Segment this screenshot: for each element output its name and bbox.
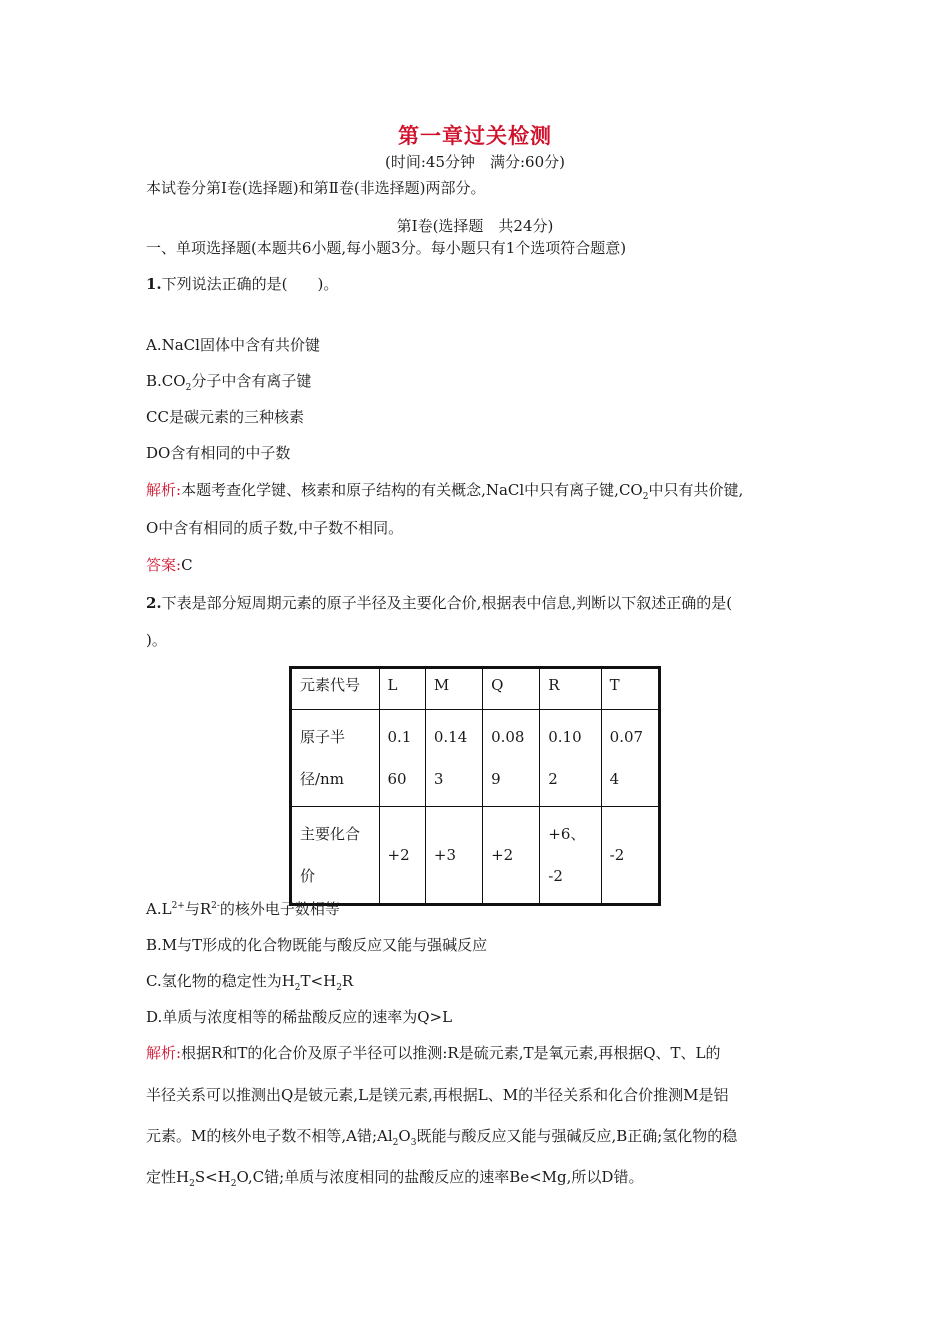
q2-analysis-part: 既能与酸反应又能与强碱反应,B正确;氢化物的稳 (416, 1127, 738, 1145)
q2-analysis-line-2: 半径关系可以推测出Q是铍元素,L是镁元素,再根据L、M的半径关系和化合价推测M是铝 (146, 1086, 729, 1104)
cell-text: 60 (387, 770, 407, 788)
q2-analysis-part: O,C错;单质与浓度相同的盐酸反应的速率Be<Mg,所以D错。 (236, 1168, 644, 1186)
table-header-cell: 元素代号 (291, 668, 380, 710)
q1-answer-value: C (181, 556, 193, 574)
q2-option-a-sup: 2- (211, 901, 220, 911)
cell-text: -2 (548, 867, 563, 885)
cell-text: 9 (491, 770, 501, 788)
q1-answer-label: 答案: (146, 556, 182, 574)
q2-option-a-part: A.L (146, 900, 172, 918)
q2-option-a-part: 的核外电子数相等 (219, 900, 340, 918)
q2-analysis-sub: 2 (230, 1179, 237, 1189)
q2-analysis-part: O (398, 1127, 411, 1145)
section-instruction: 一、单项选择题(本题共6小题,每小题3分。每小题只有1个选项符合题意) (146, 239, 627, 257)
q2-option-c-sub: 2 (294, 983, 301, 993)
q1-option-c: CC是碳元素的三种核素 (146, 408, 304, 426)
table-header-row (291, 668, 660, 710)
question-2-stem-line-2: )。 (146, 631, 167, 649)
cell-text: 0.10 (548, 728, 582, 746)
q1-analysis-text-1a: 本题考查化学键、核素和原子结构的有关概念,NaCl中只有离子键,CO (181, 481, 643, 499)
table-header-cell: Q (483, 668, 540, 710)
q2-analysis-sub: 2 (392, 1138, 399, 1148)
q2-option-a-part: 与R (184, 900, 212, 918)
question-2-text-1: 下表是部分短周期元素的原子半径及主要化合价,根据表中信息,判断以下叙述正确的是( (161, 594, 733, 612)
question-2-number: 2. (146, 594, 162, 612)
q2-analysis-part: 元素。M的核外电子数不相等,A错;Al (146, 1127, 393, 1145)
q2-analysis-part: S<H (194, 1168, 231, 1186)
cell-text: 0.14 (433, 728, 468, 746)
table-cell (540, 710, 601, 807)
element-data-table (289, 666, 661, 906)
q1-option-a: A.NaCl固体中含有共价键 (146, 336, 320, 354)
cell-text: 2 (548, 770, 558, 788)
table-header-cell: T (601, 668, 659, 710)
q1-analysis-line-1 (146, 480, 743, 500)
table-cell (425, 710, 482, 807)
cell-text: 3 (433, 770, 444, 788)
cell-text: 径/nm (300, 770, 344, 788)
question-1-number: 1. (146, 275, 162, 293)
q2-option-d: D.单质与浓度相等的稀盐酸反应的速率为Q>L (146, 1008, 453, 1026)
q1-analysis-label: 解析: (146, 481, 182, 499)
question-1-stem (146, 274, 338, 294)
question-2-stem-line-1 (146, 593, 732, 613)
cell-text: 主要化合 (300, 825, 361, 843)
cell-text: 原子半 (300, 728, 346, 746)
table-cell (483, 710, 540, 807)
table-cell: -2 (601, 807, 659, 905)
cell-text: +6、 (548, 825, 586, 843)
q2-analysis-sub: 2 (189, 1179, 195, 1189)
q2-option-c-part: T<H (300, 972, 337, 990)
q2-analysis-line-3 (146, 1126, 737, 1146)
section-title: 第Ⅰ卷(选择题 共24分) (396, 217, 554, 235)
table-cell (540, 807, 601, 905)
q2-option-c-part: C.氢化物的稳定性为H (146, 972, 295, 990)
table-cell (379, 710, 425, 807)
q2-option-a-sup: 2+ (171, 901, 185, 911)
q1-option-d: DO含有相同的中子数 (146, 444, 291, 462)
table-cell: +2 (483, 807, 540, 905)
q1-analysis-sub: 2 (642, 492, 649, 502)
q2-option-c-sub: 2 (336, 983, 342, 993)
table-header-cell: R (540, 668, 601, 710)
q2-analysis-sub: 3 (410, 1138, 417, 1148)
q2-option-c-part: R (341, 972, 354, 990)
q2-analysis-line-1 (146, 1043, 721, 1063)
q1-option-b-sub: 2 (185, 383, 192, 393)
table-cell: +2 (379, 807, 425, 905)
table-cell (291, 807, 380, 905)
q2-option-a (146, 899, 340, 919)
exam-subtitle: (时间:45分钟 满分:60分) (385, 153, 565, 171)
table-header-cell: M (425, 668, 482, 710)
cell-text: 价 (300, 867, 316, 885)
table-cell: +3 (425, 807, 482, 905)
table-cell (601, 710, 659, 807)
q1-analysis-text-1b: 中只有共价键, (648, 481, 744, 499)
table-row-valence (291, 807, 660, 905)
q2-analysis-label: 解析: (146, 1044, 182, 1062)
cell-text: 0.07 (609, 728, 644, 746)
q1-option-b-post: 分子中含有离子键 (191, 372, 312, 390)
cell-text: 0.1 (387, 728, 412, 746)
q1-answer (146, 555, 193, 575)
exam-intro: 本试卷分第Ⅰ卷(选择题)和第Ⅱ卷(非选择题)两部分。 (146, 179, 486, 197)
cell-text: 0.08 (491, 728, 525, 746)
question-1-text: 下列说法正确的是( )。 (161, 275, 339, 293)
q1-option-b (146, 371, 311, 391)
q2-analysis-line-4 (146, 1167, 643, 1187)
table-header-cell: L (379, 668, 425, 710)
q2-option-c (146, 971, 353, 991)
q1-option-b-pre: B.CO (146, 372, 186, 390)
chapter-title: 第一章过关检测 (398, 123, 552, 148)
table-row-radius (291, 710, 660, 807)
table-cell (291, 710, 380, 807)
q2-analysis-text: 根据R和T的化合价及原子半径可以推测:R是硫元素,T是氧元素,再根据Q、T、L的 (181, 1044, 721, 1062)
q2-analysis-part: 定性H (146, 1168, 190, 1186)
q1-analysis-line-2: O中含有相同的质子数,中子数不相同。 (146, 519, 404, 537)
cell-text: 4 (609, 770, 620, 788)
q2-option-b: B.M与T形成的化合物既能与酸反应又能与强碱反应 (146, 936, 488, 954)
